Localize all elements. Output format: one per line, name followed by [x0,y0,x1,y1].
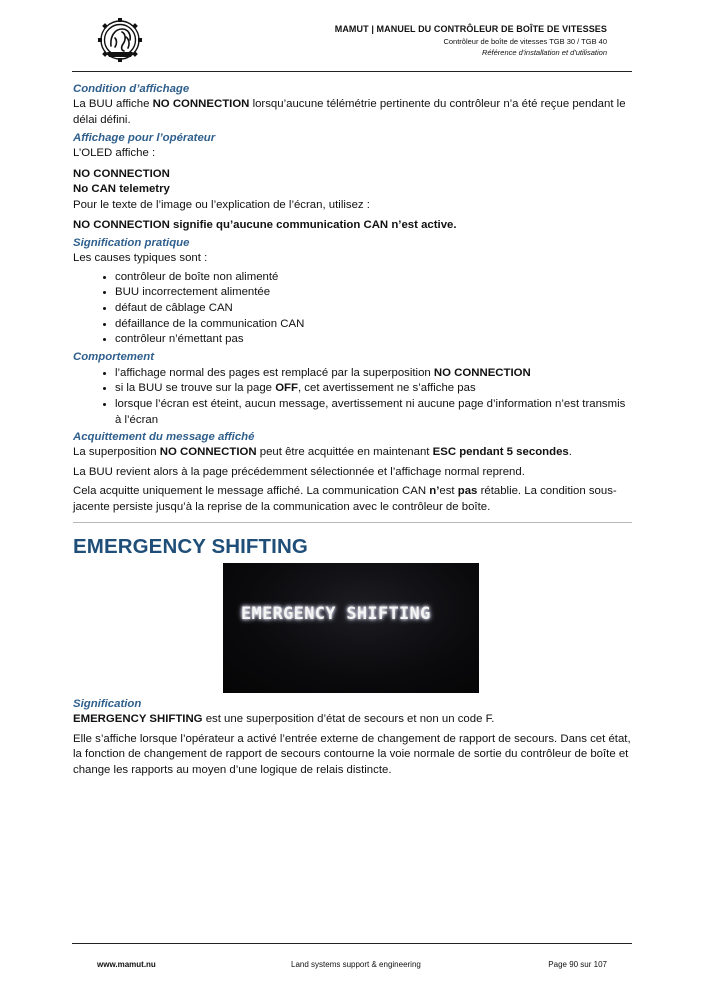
heading-signification: Signification [73,698,142,711]
paragraph-condition: La BUU affiche NO CONNECTION lorsqu’aucune télémétrie pertinente du contrôleur n’a été reçue pendant le délai défini. [73,98,626,126]
paragraph-ack-1: La superposition NO CONNECTION peut être acquittée en maintenant ESC pendant 5 secondes. [73,446,572,459]
causes-list [73,270,633,348]
section-title-emergency-shifting: EMERGENCY SHIFTING [73,535,308,559]
footer-website: www.mamut.nu [97,960,156,969]
oled-line-1: NO CONNECTION [73,167,170,180]
list-item: • défaut de câblage CAN [115,301,633,317]
oled-line-2: No CAN telemetry [73,183,170,196]
heading-practical-meaning: Signification pratique [73,237,190,250]
footer-tagline: Land systems support & engineering [291,960,421,969]
behaviour-list [73,366,633,428]
paragraph-ack-3: Cela acquitte uniquement le message affiché. La communication CAN n’est pas rétablie. La condition sous-jacente persiste jusqu’à la reprise de la communication avec le contrôleur de boîte. [73,485,617,513]
list-item: • défaillance de la communication CAN [115,317,633,333]
header-divider [72,71,632,72]
header-subtitle-italic: Référence d'installation et d'utilisation [481,48,607,57]
footer-divider [72,943,632,944]
heading-operator-display: Affichage pour l’opérateur [73,132,216,145]
header-subtitle: Contrôleur de boîte de vitesses TGB 30 / TGB 40 [443,37,607,46]
list-item: • BUU incorrectement alimentée [115,285,633,301]
list-item: • lorsque l’écran est éteint, aucun message, avertissement ni aucune page d’information n’est transmis à l’écran [115,397,633,428]
page-content [73,82,633,781]
heading-behaviour: Comportement [73,350,155,363]
list-item: • l’affichage normal des pages est remplacé par la superposition NO CONNECTION [115,366,633,382]
mamut-logo-icon [93,16,147,66]
heading-acknowledgement: Acquittement du message affiché [73,431,255,444]
paragraph-ack-2: La BUU revient alors à la page précédemment sélectionnée et l’affichage normal reprend. [73,465,525,478]
paragraph-emergency-2: Elle s’affiche lorsque l’opérateur a activé l’entrée externe de changement de rapport de secours. Dans cet état, la fonction de changement de rapport de secours contourne la voie normale de sortie du contrôleur de boîte et change les rapports au moyen d’une logique de relais distincte. [73,732,631,776]
paragraph-image-text: Pour le texte de l’image ou l’explication de l’écran, utilisez : [73,198,370,211]
paragraph-oled-shows: L’OLED affiche : [73,147,156,160]
paragraph-meaning-bold: NO CONNECTION signifie qu’aucune communication CAN n’est active. [73,218,457,231]
header-title: MAMUT | MANUEL DU CONTRÔLEUR DE BOÎTE DE VITESSES [334,24,607,34]
section-divider [73,522,632,523]
list-item: • contrôleur de boîte non alimenté [115,270,633,286]
photo-background [223,563,479,693]
heading-condition: Condition d’affichage [73,83,190,95]
list-item: • si la BUU se trouve sur la page OFF, cet avertissement ne s’affiche pas [115,381,633,397]
paragraph-causes-intro: Les causes typiques sont : [73,252,208,265]
running-header [335,24,607,58]
footer-page-number: Page 90 sur 107 [548,960,607,969]
oled-display-text: EMERGENCY SHIFTING [241,604,431,625]
paragraph-emergency-1: EMERGENCY SHIFTING est une superposition d’état de secours et non un code F. [73,713,495,726]
list-item: • contrôleur n’émettant pas [115,332,633,348]
oled-display-photo [223,563,479,693]
